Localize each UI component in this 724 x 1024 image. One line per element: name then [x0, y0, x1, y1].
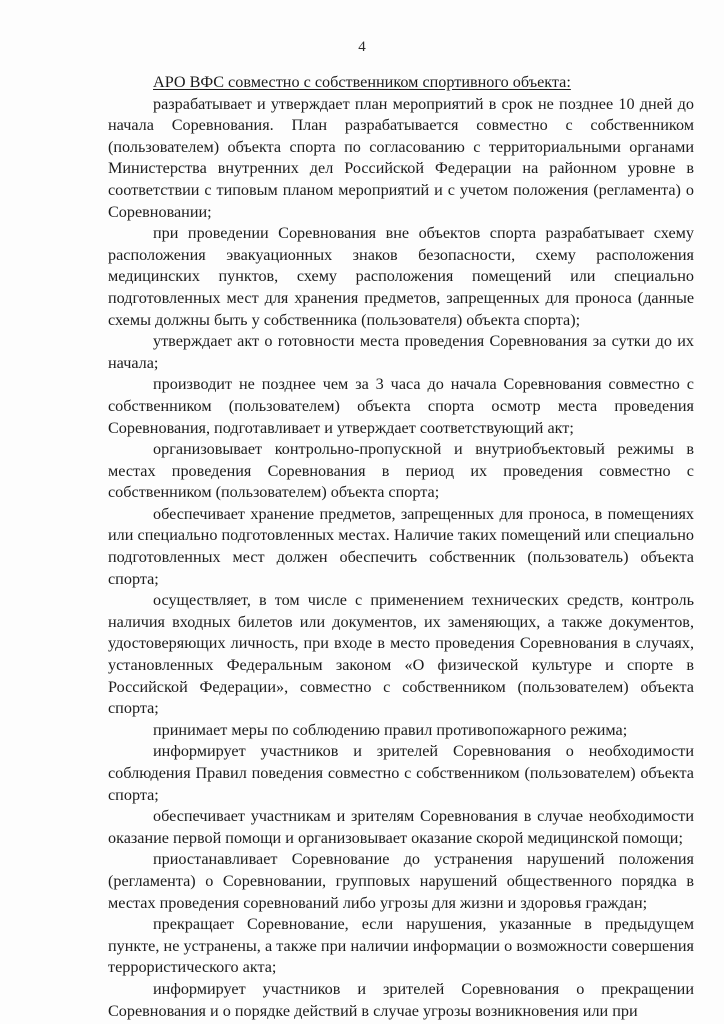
- page-number: 4: [358, 39, 366, 55]
- paragraph: прекращает Соревнование, если нарушения, указанные в предыдущем пункте, не устранены, а также при наличии информации о возможности совершения террористического акта;: [108, 915, 694, 977]
- section-heading-text: АРО ВФС совместно с собственником спортивного объекта:: [153, 73, 571, 91]
- paragraph: приостанавливает Соревнование до устранения нарушений положения (регламента) о Соревновании, групповых нарушений общественного порядка в местах проведения соревнований либо угрозы для жизни и здоровья граждан;: [108, 850, 694, 912]
- paragraph: разрабатывает и утверждает план мероприятий в срок не позднее 10 дней до начала Соревнования. План разрабатывается совместно с собственником (пользователем) объекта спорта по согласованию с территориальными органами Министерства внутренних дел Российской Федерации на районном уровне в соответствии с типовым планом мероприятий и с учетом положения (регламента) о Соревновании;: [108, 94, 694, 221]
- paragraph: производит не позднее чем за 3 часа до начала Соревнования совместно с собственником (пользователем) объекта спорта осмотр места проведения Соревнования, подготавливает и утверждает соответствующий акт;: [108, 375, 694, 437]
- paragraph: принимает меры по соблюдению правил противопожарного режима;: [153, 720, 628, 739]
- paragraph: утверждает акт о готовности места проведения Соревнования за сутки до их начала;: [108, 332, 694, 372]
- document-body: [108, 72, 694, 1022]
- paragraph: осуществляет, в том числе с применением технических средств, контроль наличия входных билетов или документов, их заменяющих, а также документов, удостоверяющих личность, при входе в место проведения Соревнования в случаях, установленных Федеральным законом «О физической культуре и спорте в Российской Федерации», совместно с собственником (пользователем) объекта спорта;: [108, 591, 694, 718]
- paragraph: обеспечивает хранение предметов, запрещенных для проноса, в помещениях или специально подготовленных местах. Наличие таких помещений или специально подготовленных мест должен обеспечить собственник (пользователь) объекта спорта;: [108, 504, 694, 588]
- paragraph: при проведении Соревнования вне объектов спорта разрабатывает схему расположения эвакуационных знаков безопасности, схему расположения медицинских пунктов, схему расположения помещений или специально подготовленных мест для хранения предметов, запрещенных для проноса (данные схемы должны быть у собственника (пользователя) объекта спорта);: [108, 224, 694, 329]
- paragraph: информирует участников и зрителей Соревнования о прекращении Соревнования и о порядке действий в случае угрозы возникновения или при: [108, 979, 694, 1020]
- paragraph: информирует участников и зрителей Соревнования о необходимости соблюдения Правил поведения совместно с собственником (пользователем) объекта спорта;: [108, 742, 694, 804]
- section-heading: [108, 72, 694, 94]
- paragraph: обеспечивает участникам и зрителям Соревнования в случае необходимости оказание первой помощи и организовывает оказание скорой медицинской помощи;: [108, 807, 694, 847]
- paragraph: организовывает контрольно-пропускной и внутриобъектовый режимы в местах проведения Соревнования в период их проведения совместно с собственником (пользователем) объекта спорта;: [108, 440, 694, 502]
